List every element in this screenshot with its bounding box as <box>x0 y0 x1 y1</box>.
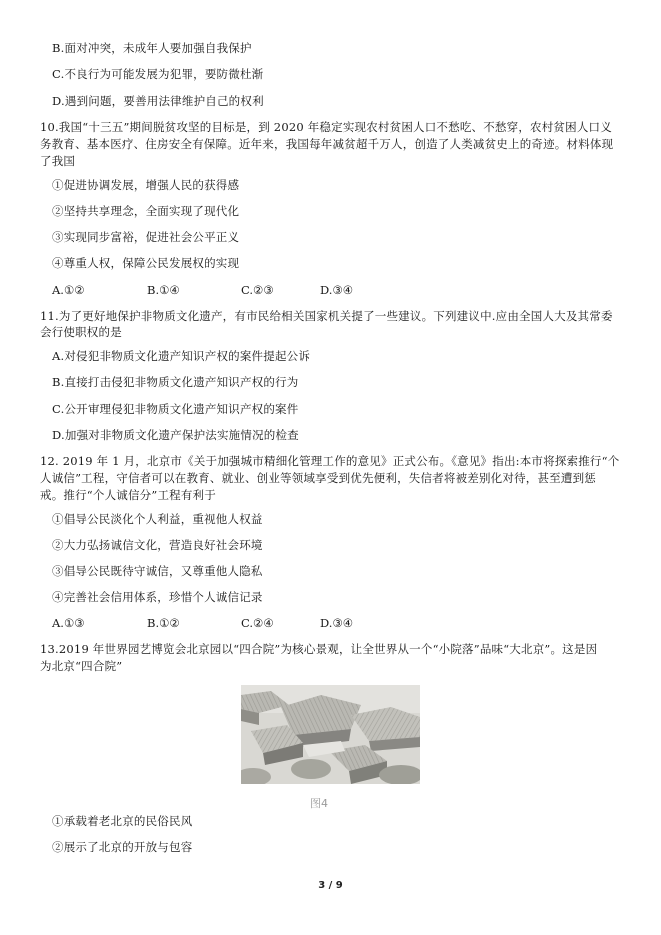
q11-stem-line2: 会行使职权的是 <box>40 325 122 339</box>
page-number: 3 / 9 <box>318 880 343 891</box>
q13-item-1: ①承载着老北京的民俗民风 <box>52 814 193 828</box>
q12-option-b: B.①② <box>147 616 180 630</box>
q12-stem-line1: 12. 2019 年 1 月，北京市《关于加强城市精细化管理工作的意见》正式公布。《意见》指出:本市将探索推行“个 <box>40 454 620 468</box>
q10-options <box>52 283 452 297</box>
q13-stem-line2: 为北京“四合院” <box>40 659 123 673</box>
q9-option-b: B.面对冲突，未成年人要加强自我保护 <box>52 41 252 55</box>
q12-option-d: D.③④ <box>320 616 354 630</box>
q12-item-1: ①倡导公民淡化个人利益，重视他人权益 <box>52 512 263 526</box>
q10-option-d: D.③④ <box>320 283 354 297</box>
q10-stem-line2: 务教育、基本医疗、住房安全有保障。近年来，我国每年减贫超千万人，创造了人类减贫史上的奇迹。材料体现 <box>40 137 614 151</box>
q10-item-1: ①促进协调发展，增强人民的获得感 <box>52 178 240 192</box>
q12-stem-line3: 戒。推行“个人诚信分”工程有利于 <box>40 488 216 502</box>
q12-stem-line2: 人诚信”工程，守信者可以在教育、就业、创业等领域享受到优先便利，失信者将被差别化对待，甚至遭到惩 <box>40 471 596 485</box>
q12-item-3: ③倡导公民既待守诚信，又尊重他人隐私 <box>52 564 263 578</box>
q10-option-a: A.①② <box>52 283 85 297</box>
q11-option-b: B.直接打击侵犯非物质文化遗产知识产权的行为 <box>52 375 299 389</box>
q10-item-2: ②坚持共享理念，全面实现了现代化 <box>52 204 240 218</box>
q10-item-3: ③实现同步富裕，促进社会公平正义 <box>52 230 240 244</box>
q9-option-c: C.不良行为可能发展为犯罪，要防微杜渐 <box>52 67 264 81</box>
q11-stem-line1: 11.为了更好地保护非物质文化遗产，有市民给相关国家机关提了一些建议。下列建议中.应由全国人大及其常委 <box>40 309 613 323</box>
q10-option-b: B.①④ <box>147 283 180 297</box>
q11-option-c: C.公开审理侵犯非物质文化遗产知识产权的案件 <box>52 402 299 416</box>
q12-option-a: A.①③ <box>52 616 85 630</box>
q10-item-4: ④尊重人权，保障公民发展权的实现 <box>52 256 240 270</box>
q12-item-2: ②大力弘扬诚信文化，营造良好社会环境 <box>52 538 263 552</box>
q10-option-c: C.②③ <box>241 283 274 297</box>
siheyuan-photo <box>241 685 420 784</box>
q10-stem-line3: 了我国 <box>40 154 76 168</box>
q11-option-a: A.对侵犯非物质文化遗产知识产权的案件提起公诉 <box>52 349 311 363</box>
q13-stem-line1: 13.2019 年世界园艺博览会北京园以“四合院”为核心景观，让全世界从一个“小院落”品味“大北京”。这是因 <box>40 642 598 656</box>
q10-stem-line1: 10.我国“十三五”期间脱贫攻坚的目标是，到 2020 年稳定实现农村贫困人口不愁吃、不愁穿，农村贫困人口义 <box>40 120 612 134</box>
figure-caption: 图4 <box>310 797 328 810</box>
q13-item-2: ②展示了北京的开放与包容 <box>52 840 193 854</box>
q12-item-4: ④完善社会信用体系，珍惜个人诚信记录 <box>52 590 263 604</box>
q12-options <box>52 616 452 630</box>
q9-option-d: D.遇到问题，要善用法律维护自己的权利 <box>52 94 264 108</box>
q12-option-c: C.②④ <box>241 616 274 630</box>
q11-option-d: D.加强对非物质文化遗产保护法实施情况的检查 <box>52 428 299 442</box>
